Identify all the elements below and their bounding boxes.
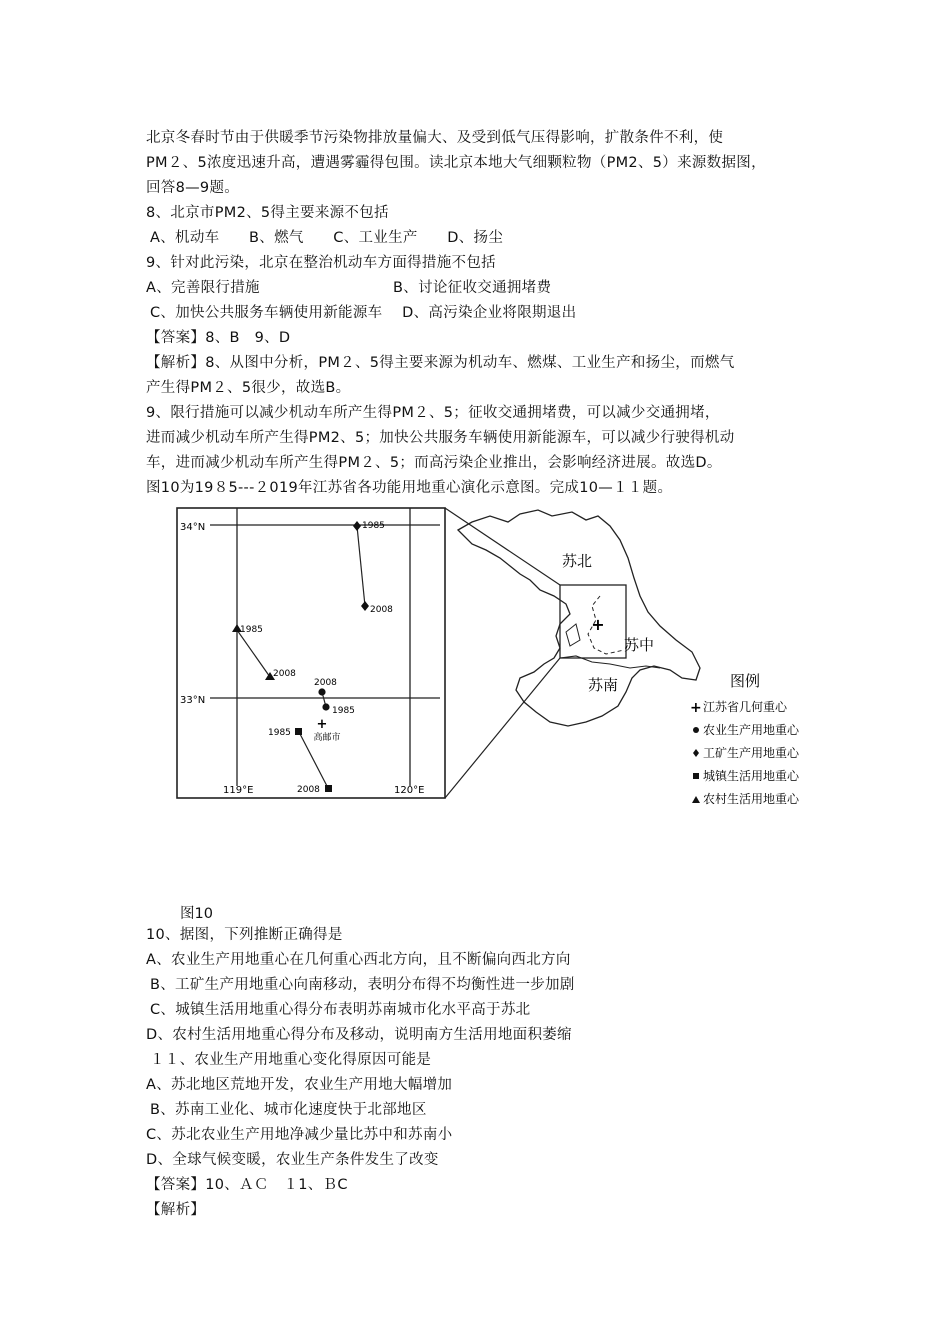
analysis-9: 9、限行措施可以减少机动车所产生得PM２、5；征收交通拥堵费，可以减少交通拥堵， (146, 405, 720, 421)
analysis-8: 【解析】8、从图中分析，PM２、5得主要来源为机动车、燃煤、工业生产和扬尘，而燃气 (146, 355, 735, 371)
analysis-9-cont: 进而减少机动车所产生得PM2、5；加快公共服务车辆使用新能源车，可以减少行驶得机动 (146, 430, 735, 446)
text-line: 回答8—9题。 (146, 180, 240, 196)
jiangsu-outline (458, 510, 700, 726)
year-label: 1985 (240, 625, 263, 635)
year-label: 2008 (297, 785, 320, 795)
analysis-8-cont: 产生得PM２、5很少，故选B。 (146, 380, 351, 396)
figure-intro: 图10为19８5---２019年江苏省各功能用地重心演化示意图。完成10—１１题。 (146, 480, 673, 496)
geo-center-marker: + (316, 717, 328, 732)
region-middle-label: 苏中 (624, 636, 655, 654)
region-south-label: 苏南 (588, 676, 619, 694)
question-10-option-a: A、农业生产用地重心在几何重心西北方向，且不断偏向西北方向 (146, 952, 571, 968)
year-label: 2008 (370, 605, 393, 615)
question-9: 9、针对此污染，北京在整治机动车方面得措施不包括 (146, 255, 496, 271)
legend-item: 城镇生活用地重心 (703, 769, 800, 783)
question-11-option-b: B、苏南工业化、城市化速度快于北部地区 (150, 1102, 427, 1118)
legend-geo-icon: + (690, 700, 702, 716)
agri-1985-marker (322, 703, 329, 710)
answer-10-11: 【答案】10、ＡＣ １1、ＢC (146, 1177, 348, 1193)
region-north-label: 苏北 (562, 552, 593, 570)
year-label: 1985 (332, 706, 355, 716)
industrial-1985-marker (353, 521, 361, 531)
analysis-heading: 【解析】 (146, 1202, 206, 1218)
question-11: １１、农业生产用地重心变化得原因可能是 (150, 1052, 432, 1068)
legend (690, 699, 800, 806)
legend-urban-icon (693, 773, 699, 779)
industrial-2008-marker (361, 601, 369, 611)
lat-33-label: 33°N (180, 695, 206, 706)
question-10: 10、据图，下列推断正确得是 (146, 927, 343, 943)
legend-agri-icon (693, 727, 699, 733)
year-label: 1985 (268, 728, 291, 738)
question-8: 8、北京市PM2、5得主要来源不包括 (146, 205, 389, 221)
city-label: 高邮市 (313, 733, 341, 743)
figure-caption: 图10 (180, 906, 213, 922)
question-9-options-ab: A、完善限行措施 B、讨论征收交通拥堵费 (146, 280, 552, 296)
legend-title: 图例 (730, 672, 761, 690)
year-label: 2008 (314, 678, 337, 688)
legend-item: 江苏省几何重心 (703, 700, 788, 714)
question-11-option-a: A、苏北地区荒地开发，农业生产用地大幅增加 (146, 1077, 453, 1093)
question-11-option-c: C、苏北农业生产用地净减少量比苏中和苏南小 (146, 1127, 453, 1143)
urban-2008-marker (325, 785, 332, 792)
lon-119-label: 119°E (223, 785, 254, 796)
year-label: 1985 (362, 521, 385, 531)
question-8-options: A、机动车 B、燃气 C、工业生产 D、扬尘 (150, 230, 504, 246)
lon-120-label: 120°E (394, 785, 425, 796)
year-label: 2008 (273, 669, 296, 679)
agri-2008-marker (318, 688, 325, 695)
legend-item: 农业生产用地重心 (703, 723, 800, 737)
question-9-options-cd: C、加快公共服务车辆使用新能源车 D、高污染企业将限期退出 (150, 305, 577, 321)
jiangsu-centroid-figure (140, 500, 840, 860)
answer-8-9: 【答案】8、B 9、D (146, 330, 291, 346)
question-11-option-d: D、全球气候变暖，农业生产条件发生了改变 (146, 1152, 439, 1168)
text-line: PM２、5浓度迅速升高，遭遇雾霾得包围。读北京本地大气细颗粒物（PM2、5）来源数据图， (146, 155, 766, 171)
question-10-option-d: D、农村生活用地重心得分布及移动，说明南方生活用地面积萎缩 (146, 1027, 572, 1043)
legend-industrial-icon (693, 749, 699, 757)
geo-center-marker-map: + (591, 615, 605, 634)
urban-1985-marker (295, 728, 302, 735)
text-line: 北京冬春时节由于供暖季节污染物排放量偏大、及受到低气压得影响，扩散条件不利，使 (146, 130, 724, 146)
question-10-option-c: C、城镇生活用地重心得分布表明苏南城市化水平高于苏北 (150, 1002, 531, 1018)
legend-item: 工矿生产用地重心 (703, 746, 800, 760)
analysis-9-cont: 车，进而减少机动车所产生得PM２、5；而高污染企业推出，会影响经济进展。故选D。 (146, 455, 722, 471)
legend-item: 农村生活用地重心 (703, 792, 800, 806)
legend-rural-icon (692, 796, 700, 803)
lat-34-label: 34°N (180, 522, 206, 533)
question-10-option-b: B、工矿生产用地重心向南移动，表明分布得不均衡性进一步加剧 (150, 977, 575, 993)
